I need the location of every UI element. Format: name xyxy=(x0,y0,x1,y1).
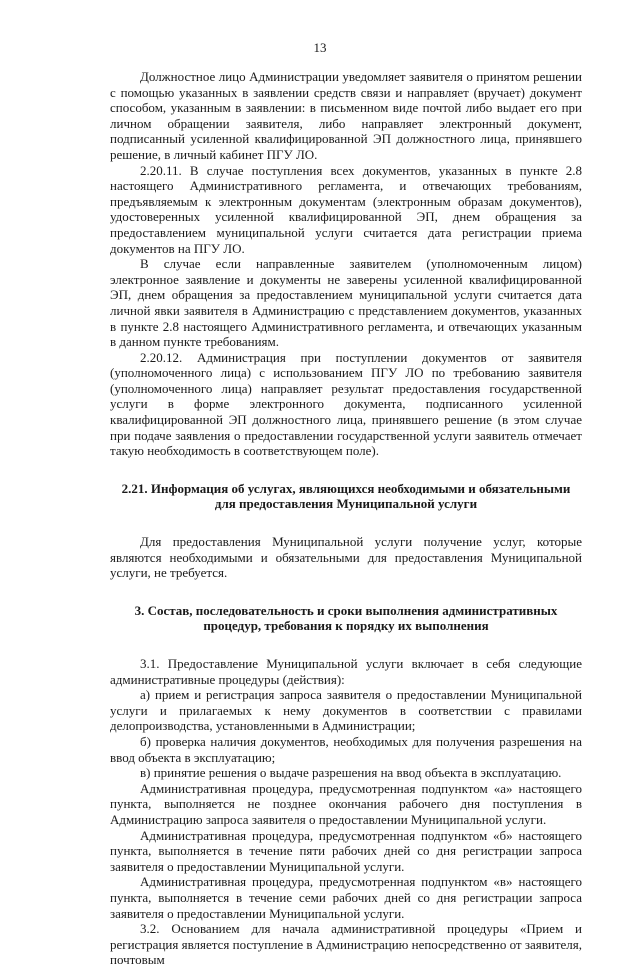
paragraph-3-2: 3.2. Основанием для начала административной процедуры «Прием и регистрация является поступление в Администрацию непосредственно от заявителя, почтовым xyxy=(110,921,582,968)
paragraph-procedure-b: Административная процедура, предусмотренная подпунктом «б» настоящего пункта, выполняется в течение пяти рабочих дней со дня регистрации запроса заявителя о предоставлении Муниципальной услуги. xyxy=(110,827,582,874)
document-body xyxy=(110,69,582,968)
paragraph-unsigned-documents: В случае если направленные заявителем (уполномоченным лицом) электронное заявление и документы не заверены усиленной квалифицированной ЭП, днем обращения за предоставлением муниципальной услуги считается дата личной явки заявителя в Администрацию с представлением документов, указанных в пункте 2.8 настоящего Административного регламента, и отвечающих указанным в данном пункте требованиям. xyxy=(110,256,582,350)
list-item-a: а) прием и регистрация запроса заявителя о предоставлении Муниципальной услуги и прилагаемых к нему документов в соответствии с правилами делопроизводства, установленными в Администрации; xyxy=(110,687,582,734)
paragraph-procedure-a: Административная процедура, предусмотренная подпунктом «а» настоящего пункта, выполняется не позднее окончания рабочего дня поступления в Администрацию запроса заявителя о предоставлении Муниципальной услуги. xyxy=(110,780,582,827)
paragraph-2-20-12: 2.20.12. Администрация при поступлении документов от заявителя (уполномоченного лица) с использованием ПГУ ЛО по требованию заявителя (уполномоченного лица) направляет результат предоставления государственной услуги в форме электронного документа, подписанного усиленной квалифицированной ЭП должностного лица, принявшего решение (в этом случае при подаче заявления о предоставлении государственной услуги заявитель отмечает такую необходимость в соответствующем поле). xyxy=(110,349,582,459)
list-item-b: б) проверка наличия документов, необходимых для получения разрешения на ввод объекта в эксплуатацию; xyxy=(110,733,582,765)
heading-line: 2.21. Информация об услугах, являющихся необходимыми и обязательными xyxy=(121,480,571,496)
section-heading-3 xyxy=(110,603,582,634)
page-number: 13 xyxy=(313,40,327,55)
heading-line: для предоставления Муниципальной услуги xyxy=(214,496,478,512)
paragraph-notification: Должностное лицо Администрации уведомляет заявителя о принятом решении с помощью указанных в заявлении средств связи и направляет (вручает) документ способом, указанным в заявлении: в письменном виде почтой либо выдает его при личном обращении заявителя, либо направляет электронный документ, подписанный усиленной квалифицированной ЭП должностного лица, принявшего решение, в личный кабинет ПГУ ЛО. xyxy=(110,69,582,162)
section-heading-2-21 xyxy=(110,481,582,512)
paragraph-2-21-body: Для предоставления Муниципальной услуги получение услуг, которые являются необходимыми и обязательными для предоставления Муниципальной услуги, не требуется. xyxy=(110,534,582,581)
list-item-v: в) принятие решения о выдаче разрешения на ввод объекта в эксплуатацию. xyxy=(140,765,562,781)
heading-line: процедур, требования к порядку их выполнения xyxy=(203,618,489,634)
paragraph-procedure-v: Административная процедура, предусмотренная подпунктом «в» настоящего пункта, выполняется в течение семи рабочих дней со дня регистрации запроса заявителя о предоставлении Муниципальной услуги. xyxy=(110,874,582,921)
paragraph-2-20-11: 2.20.11. В случае поступления всех документов, указанных в пункте 2.8 настоящего Административного регламента, и отвечающих требованиям, предъявляемым к электронным документам (электронным образам документов), удостоверенных усиленной квалифицированной ЭП, днем обращения за предоставлением муниципальной услуги считается дата регистрации приема документов на ПГУ ЛО. xyxy=(110,162,582,256)
paragraph-3-1: 3.1. Предоставление Муниципальной услуги включает в себя следующие административные процедуры (действия): xyxy=(110,656,582,687)
heading-line: 3. Состав, последовательность и сроки выполнения административных xyxy=(134,602,558,618)
